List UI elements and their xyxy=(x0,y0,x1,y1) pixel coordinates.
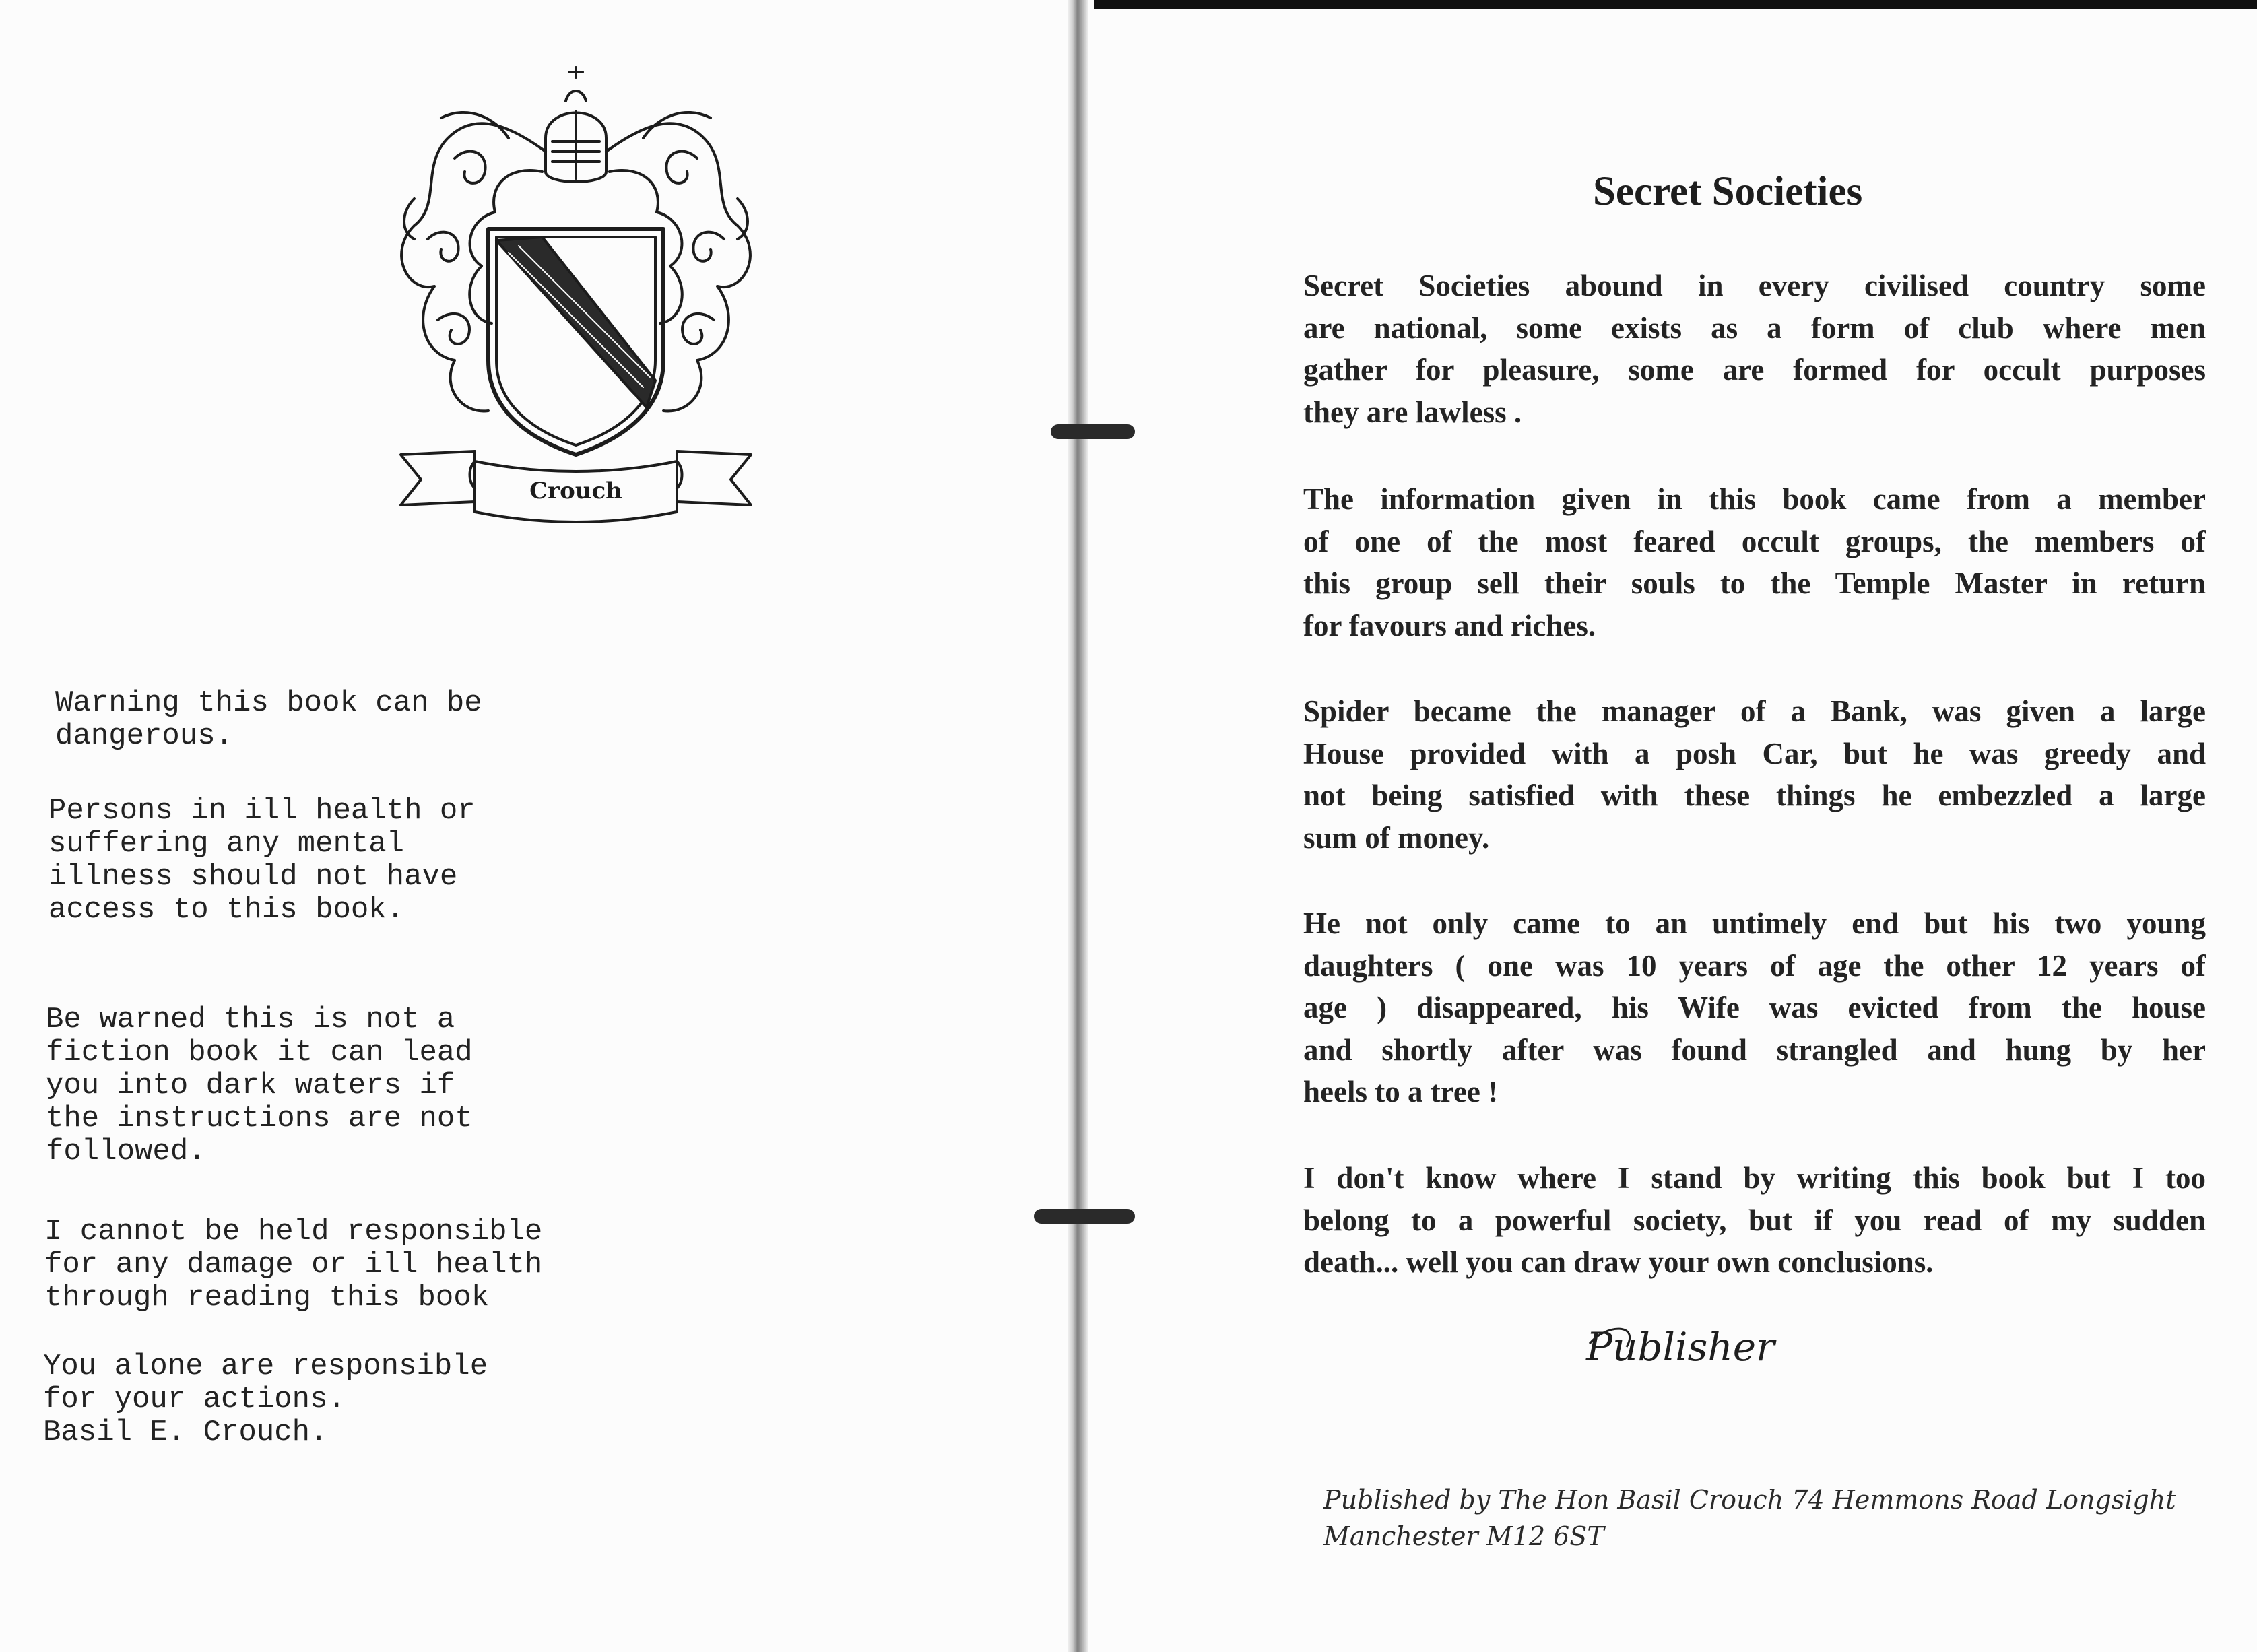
warning-line: Warning this book can be xyxy=(55,686,482,720)
binding-stitch xyxy=(1051,424,1135,439)
paragraph-line: heels to a tree ! xyxy=(1303,1075,1499,1109)
warning-line: for your actions. xyxy=(43,1383,346,1416)
paragraph-line: belong to a powerful society, but if you read of my sudden xyxy=(1303,1203,2206,1237)
paragraph-line: this group sell their souls to the Temple Master in return xyxy=(1303,566,2206,600)
imprint-line: Published by The Hon Basil Crouch 74 Hemmons Road Longsight xyxy=(1323,1485,2176,1515)
warning-line: access to this book. xyxy=(48,893,405,927)
warning-block-5 xyxy=(43,1350,851,1449)
warning-line: You alone are responsible xyxy=(43,1350,488,1383)
paragraph-line: The information given in this book came from a member xyxy=(1303,482,2206,516)
warning-block-4 xyxy=(44,1216,853,1315)
paragraph-line: not being satisfied with these things he embezzled a large xyxy=(1303,779,2206,812)
warning-line: fiction book it can lead xyxy=(46,1036,473,1069)
family-crest-icon xyxy=(374,64,778,535)
paragraph-3 xyxy=(1303,690,2206,859)
warning-line: Basil E. Crouch. xyxy=(43,1416,328,1449)
paragraph-line: for favours and riches. xyxy=(1303,608,1596,642)
paragraph-line: death... well you can draw your own conclusions. xyxy=(1303,1245,1934,1279)
imprint-line: Manchester M12 6ST xyxy=(1323,1521,1604,1551)
warning-line: dangerous. xyxy=(55,719,234,753)
warning-line: through reading this book xyxy=(44,1281,490,1315)
paragraph-line: daughters ( one was 10 years of age the other 12 years of xyxy=(1303,948,2206,983)
paragraph-line: gather for pleasure, some are formed for occult purposes xyxy=(1303,353,2206,387)
warning-line: followed. xyxy=(46,1135,206,1168)
left-page xyxy=(0,0,1074,1652)
page-title: Secret Societies xyxy=(1593,169,1863,214)
binding-stitch xyxy=(1034,1209,1135,1224)
paragraph-line: Spider became the manager of a Bank, was given a large xyxy=(1303,694,2206,728)
paragraph-line: sum of money. xyxy=(1303,820,1490,855)
warning-line: I cannot be held responsible xyxy=(44,1215,543,1249)
warning-line: the instructions are not xyxy=(46,1102,473,1135)
paragraph-line: I don't know where I stand by writing this book but I too xyxy=(1303,1161,2206,1195)
paragraph-line: He not only came to an untimely end but his two young xyxy=(1303,906,2206,940)
paragraph-line: age ) disappeared, his Wife was evicted from the house xyxy=(1303,991,2206,1024)
warning-block-3 xyxy=(46,1003,854,1168)
warning-line: illness should not have xyxy=(48,860,458,894)
paragraph-line: House provided with a posh Car, but he was greedy and xyxy=(1303,736,2206,770)
signature-text: Publisher xyxy=(1586,1324,1775,1370)
warning-line: for any damage or ill health xyxy=(44,1248,543,1282)
paragraph-1 xyxy=(1303,265,2206,433)
book-spine xyxy=(1068,0,1088,1652)
paragraph-line: and shortly after was found strangled and hung by her xyxy=(1303,1032,2206,1067)
publisher-imprint xyxy=(1323,1482,2233,1554)
warning-line: you into dark waters if xyxy=(46,1069,455,1102)
page-edge-shadow xyxy=(1094,0,2257,9)
paragraph-2 xyxy=(1303,478,2206,647)
paragraph-4 xyxy=(1303,902,2206,1113)
paragraph-line: of one of the most feared occult groups, the members of xyxy=(1303,524,2206,558)
crest-scroll-text: Crouch xyxy=(529,477,622,504)
warning-block-1 xyxy=(55,687,863,753)
paragraph-line: they are lawless . xyxy=(1303,395,1522,429)
paragraph-5 xyxy=(1303,1157,2206,1284)
paragraph-line: Secret Societies abound in every civilised country some xyxy=(1303,269,2206,302)
warning-line: Be warned this is not a xyxy=(46,1003,455,1036)
warning-line: suffering any mental xyxy=(48,827,405,861)
paragraph-line: are national, some exists as a form of club where men xyxy=(1303,310,2206,345)
warning-block-2 xyxy=(48,795,857,927)
publisher-signature xyxy=(1579,1317,1795,1381)
warning-line: Persons in ill health or xyxy=(48,794,476,828)
